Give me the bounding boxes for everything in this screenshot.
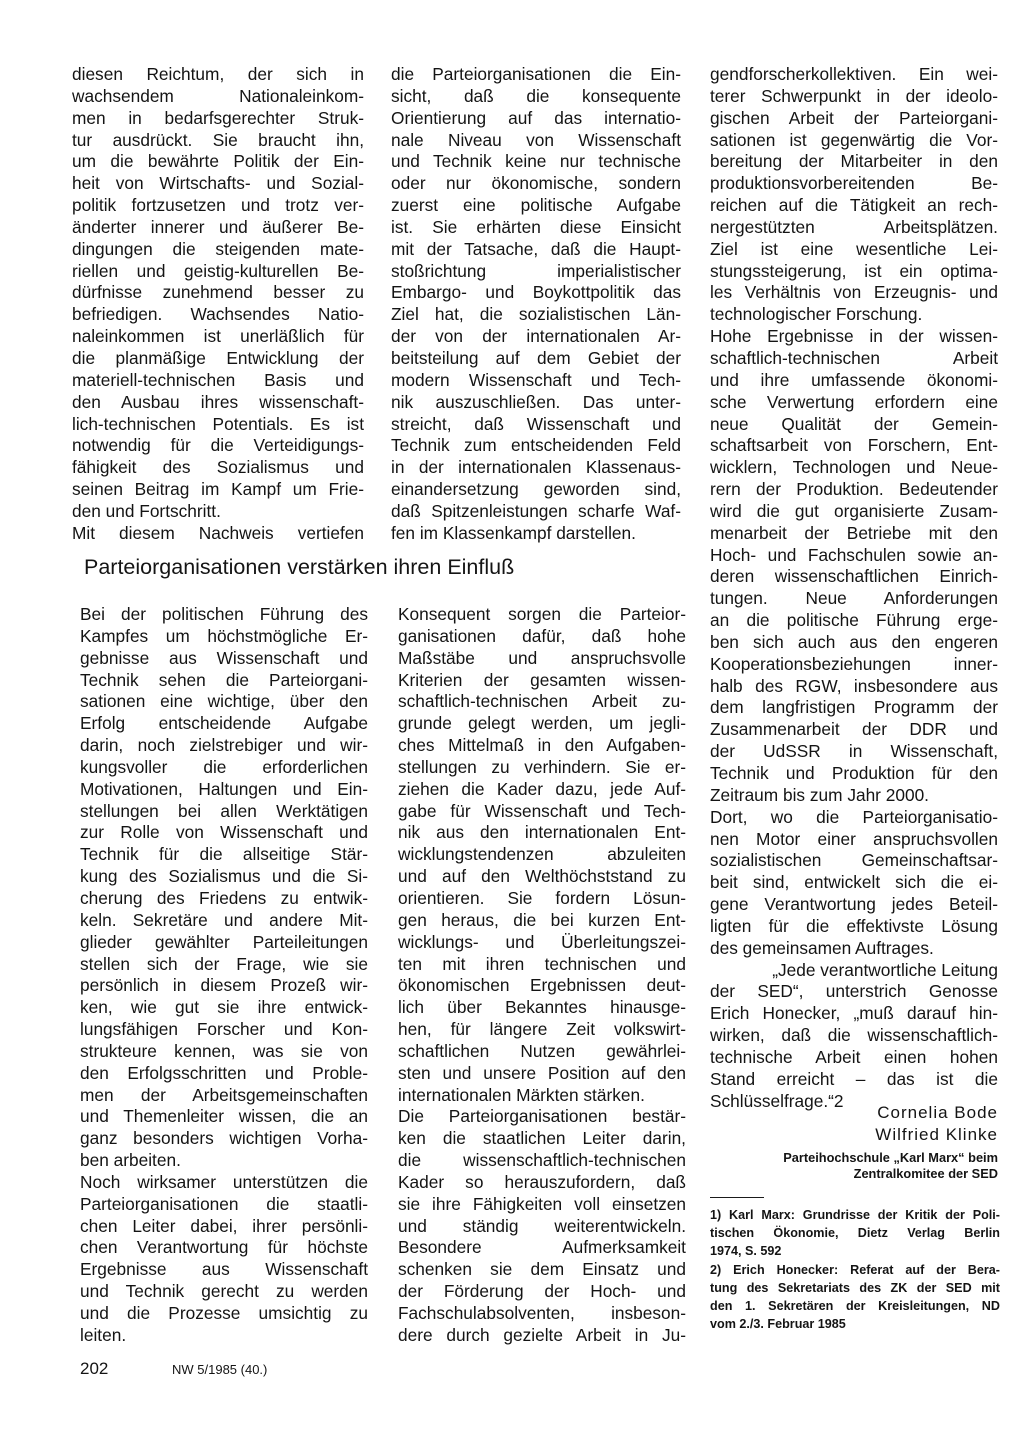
text-line: technische Arbeit einen hohen xyxy=(710,1046,998,1067)
text-line: halb des RGW, insbesondere aus xyxy=(710,675,998,696)
author-affiliation: Zentralkomitee der SED xyxy=(853,1166,998,1181)
text-line: fen im Klassenkampf darstellen. xyxy=(391,522,636,543)
issue-reference: NW 5/1985 (40.) xyxy=(172,1362,268,1377)
text-line: wachsendem Nationaleinkom- xyxy=(72,85,364,106)
column-2-bottom xyxy=(398,604,686,1347)
text-line: Noch wirksamer unterstützen die xyxy=(80,1171,368,1192)
text-line: Dort, wo die Parteiorganisatio- xyxy=(710,806,998,827)
text-line: stellungen bei allen Werktätigen xyxy=(80,800,368,821)
text-line: wirken, daß die wissenschaftlich- xyxy=(710,1025,998,1046)
text-line: lungsfähigen Forscher und Kon- xyxy=(80,1019,368,1040)
text-line: seinen Beitrag im Kampf um Frie- xyxy=(72,479,364,500)
text-line: der SED“, unterstrich Genosse xyxy=(710,981,998,1002)
text-line: sten und unsere Position auf den xyxy=(398,1062,686,1083)
text-line: in der internationalen Klassenaus- xyxy=(391,457,681,478)
column-1-bottom xyxy=(80,604,368,1347)
text-line: und ständig weiterentwickeln. xyxy=(398,1215,686,1236)
text-line: ken, wie gut sie ihre entwick- xyxy=(80,997,368,1018)
signature-block xyxy=(710,1100,998,1190)
page-number: 202 xyxy=(80,1359,109,1378)
text-line: sozialistischen Gemeinschaftsar- xyxy=(710,850,998,871)
text-line: Technik zum entscheidenden Feld xyxy=(391,435,681,456)
text-line: und Themenleiter wissen, die an xyxy=(80,1106,368,1127)
text-line: ganz besonders wichtigen Vorha- xyxy=(80,1128,368,1149)
text-line: nik auszuschließen. Das unter- xyxy=(391,391,681,412)
text-line: leiten. xyxy=(80,1324,127,1345)
author-name: Wilfried Klinke xyxy=(875,1125,998,1144)
text-line: gendforscherkollektiven. Ein wei- xyxy=(710,64,998,84)
text-line: cherung des Friedens zu entwik- xyxy=(80,887,368,908)
text-line: befriedigen. Wachsendes Natio- xyxy=(72,304,364,325)
text-line: gebnisse aus Wissenschaft und xyxy=(80,647,368,668)
text-line: und Technik keine nur technische xyxy=(391,151,681,172)
text-line: terer Schwerpunkt in der ideolo- xyxy=(710,85,998,106)
text-line: ligten für die effektivste Lösung xyxy=(710,915,998,936)
text-line: stellen sich der Frage, wie sie xyxy=(80,953,368,974)
text-line: sationen eine wichtige, über den xyxy=(80,691,368,712)
text-line: tungen. Neue Anforderungen xyxy=(710,588,998,609)
text-line: der von der internationalen Ar- xyxy=(391,326,681,347)
column-1-top xyxy=(72,64,364,545)
text-line: den Ausbau ihres wissenschaft- xyxy=(72,391,364,412)
text-line: den Erfolgsschritten und Proble- xyxy=(80,1062,368,1083)
text-line: Ziel ist eine wesentliche Lei- xyxy=(710,238,998,259)
footnote-line: tung des Sekretariats des ZK der SED mit xyxy=(710,1280,1000,1295)
text-line: naleinkommen ist unerläßlich für xyxy=(72,326,364,347)
text-line: persönlich in diesem Prozeß wir- xyxy=(80,975,368,996)
text-line: stellungen zu verhindern. Sie er- xyxy=(398,756,686,777)
text-line: Die Parteiorganisationen bestär- xyxy=(398,1106,686,1127)
footnote-line: den 1. Sekretären der Kreisleitungen, ND xyxy=(710,1299,1000,1314)
text-line: die planmäßige Entwicklung der xyxy=(72,347,364,368)
text-line: zur Rolle von Wissenschaft und xyxy=(80,822,368,843)
text-line: daß Spitzenleistungen scharfe Waf- xyxy=(391,500,681,521)
text-line: ganisationen dafür, daß hohe xyxy=(398,625,686,646)
text-line: hen, für längere Zeit volkswirt- xyxy=(398,1019,686,1040)
text-line: wicklungs- und Überleitungszei- xyxy=(398,931,686,952)
text-line: ökonomischen Ergebnissen deut- xyxy=(398,975,686,996)
text-line: glieder gewählter Parteileitungen xyxy=(80,931,368,952)
text-line: änderter innerer und äußerer Be- xyxy=(72,216,364,237)
text-line: Stand erreicht – das ist die xyxy=(710,1068,998,1089)
text-line: einandersetzung geworden sind, xyxy=(391,479,681,500)
text-line: ches Mittelmaß in den Aufgaben- xyxy=(398,735,686,756)
text-line: sationen ist gegenwärtig die Vor- xyxy=(710,129,998,150)
text-line: internationalen Märkten stärken. xyxy=(398,1084,645,1105)
text-line: beitsteilung auf dem Gebiet der xyxy=(391,347,681,368)
text-line: Technik für die allseitige Stär- xyxy=(80,844,368,865)
text-line: sicht, daß die konsequente xyxy=(391,85,681,106)
text-line: reichen auf die Tätigkeit an rech- xyxy=(710,195,998,216)
text-line: gene Verantwortung jedes Beteil- xyxy=(710,894,998,915)
text-line: nergestützten Arbeitsplätzen. xyxy=(710,216,998,237)
text-line: chen Leiter dabei, ihrer persönli- xyxy=(80,1215,368,1236)
text-line: chen Verantwortung für höchste xyxy=(80,1237,368,1258)
text-line: darin, noch zielstrebiger und wir- xyxy=(80,735,368,756)
text-line: materiell-technischen Basis und xyxy=(72,369,364,390)
text-line: dere durch gezielte Arbeit in Ju- xyxy=(398,1324,686,1345)
text-line: ben arbeiten. xyxy=(80,1150,181,1171)
text-line: und ihre umfassende ökonomi- xyxy=(710,369,998,390)
text-line: notwendig für die Verteidigungs- xyxy=(72,435,364,456)
text-line: ten mit ihren technischen und xyxy=(398,953,686,974)
text-line: dingungen die steigenden mate- xyxy=(72,238,364,259)
text-line: stoßrichtung imperialistischer xyxy=(391,260,681,281)
footnote-separator xyxy=(710,1197,764,1198)
text-line: und auf den Welthöchststand zu xyxy=(398,866,686,887)
text-line: Zusammenarbeit der DDR und xyxy=(710,719,998,740)
text-line: fähigkeit des Sozialismus und xyxy=(72,457,364,478)
footnote-line: tischen Ökonomie, Dietz Verlag Berlin xyxy=(710,1226,1000,1241)
text-line: der Förderung der Hoch- und xyxy=(398,1281,686,1302)
text-line: dem langfristigen Programm der xyxy=(710,697,998,718)
text-line: Bei der politischen Führung des xyxy=(80,604,368,624)
text-line: Technik und Produktion für den xyxy=(710,763,998,783)
text-line: sche Verwertung erfordern eine xyxy=(710,391,998,412)
text-line: tur ausdrückt. Sie braucht ihn, xyxy=(72,129,364,150)
text-line: ziehen die Kader dazu, jede Auf- xyxy=(398,778,686,799)
text-line: Kampfes um höchstmögliche Er- xyxy=(80,625,368,646)
text-line: und die Prozesse umsichtig zu xyxy=(80,1303,368,1323)
text-line: Zeitraum bis zum Jahr 2000. xyxy=(710,784,929,805)
text-line: Kader so herauszufordern, daß xyxy=(398,1171,686,1192)
text-line: Mit diesem Nachweis vertiefen xyxy=(72,522,364,543)
text-line: heit von Wirtschafts- und Sozial- xyxy=(72,173,364,194)
text-line: lich über Bekanntes hinausge- xyxy=(398,997,686,1018)
text-line: die wissenschaftlich-technischen xyxy=(398,1150,686,1171)
text-line: um die bewährte Politik der Ein- xyxy=(72,151,364,172)
text-line: nik aus den internationalen Ent- xyxy=(398,822,686,843)
text-line: produktionsvorbereitenden Be- xyxy=(710,173,998,194)
text-line: wicklern, Technologen und Neue- xyxy=(710,457,998,478)
text-line: und Technik gerecht zu werden xyxy=(80,1281,368,1302)
text-line: wicklungstendenzen abzuleiten xyxy=(398,844,686,865)
text-line: grunde gelegt werden, um jegli- xyxy=(398,713,686,734)
text-line: neue Qualität der Gemein- xyxy=(710,413,998,434)
text-line: Technik sehen die Parteiorgani- xyxy=(80,669,368,690)
text-line: oder nur ökonomische, sondern xyxy=(391,173,681,194)
text-line: schaftlichen Nutzen gewährlei- xyxy=(398,1040,686,1061)
author-name: Cornelia Bode xyxy=(877,1103,998,1122)
author-affiliation: Parteihochschule „Karl Marx“ beim xyxy=(783,1150,998,1165)
text-line: Ziel hat, die sozialistischen Län- xyxy=(391,304,681,325)
text-line: kungsvoller die erforderlichen xyxy=(80,756,368,777)
text-line: diesen Reichtum, der sich in xyxy=(72,64,364,84)
text-line: deren wissenschaftlichen Einrich- xyxy=(710,566,998,587)
footnote-line: 2) Erich Honecker: Referat auf der Bera- xyxy=(710,1262,1000,1277)
text-line: nale Niveau von Wissenschaft xyxy=(391,129,681,150)
text-line: streicht, daß Wissenschaft und xyxy=(391,413,681,434)
text-line: stungssteigerung, ist ein optima- xyxy=(710,260,998,281)
text-line: keln. Sekretäre und andere Mit- xyxy=(80,909,368,930)
text-line: des gemeinsamen Auftrages. xyxy=(710,937,934,958)
text-line: bereitung der Mitarbeiter in den xyxy=(710,151,998,172)
text-line: gen heraus, die bei kurzen Ent- xyxy=(398,909,686,930)
text-line: beit sind, entwickelt sich die ei- xyxy=(710,872,998,893)
text-line: men in bedarfsgerechter Struk- xyxy=(72,107,364,128)
text-line: Hohe Ergebnisse in der wissen- xyxy=(710,326,998,347)
text-line: Konsequent sorgen die Parteior- xyxy=(398,604,686,624)
text-line: les Verhältnis von Erzeugnis- und xyxy=(710,282,998,303)
text-line: mit der Tatsache, daß die Haupt- xyxy=(391,238,681,259)
text-line: Hoch- und Fachschulen sowie an- xyxy=(710,544,998,565)
text-line: Maßstäbe und anspruchsvolle xyxy=(398,647,686,668)
text-line: Embargo- und Boykottpolitik das xyxy=(391,282,681,303)
text-line: Ergebnisse aus Wissenschaft xyxy=(80,1259,368,1280)
text-line: der UdSSR in Wissenschaft, xyxy=(710,741,998,762)
text-line: schaftlich-technischen Arbeit zu- xyxy=(398,691,686,712)
text-line: schaftsarbeit von Forschern, Ent- xyxy=(710,435,998,456)
column-3 xyxy=(710,64,998,1113)
text-line: Erich Honecker, „muß darauf hin- xyxy=(710,1003,998,1024)
text-line: men der Arbeitsgemeinschaften xyxy=(80,1084,368,1105)
text-line: Besondere Aufmerksamkeit xyxy=(398,1237,686,1258)
text-line: Erfolg entscheidende Aufgabe xyxy=(80,713,368,734)
text-line: gabe für Wissenschaft und Tech- xyxy=(398,800,686,821)
text-line: nen Motor einer anspruchsvollen xyxy=(710,828,998,849)
text-line: strukteure kennen, was sie von xyxy=(80,1040,368,1061)
footnotes xyxy=(710,1206,1000,1333)
text-line: Parteiorganisationen die staatli- xyxy=(80,1193,368,1214)
text-line: riellen und geistig-kulturellen Be- xyxy=(72,260,364,281)
text-line: schaftlich-technischen Arbeit xyxy=(710,347,998,368)
text-line: technologischer Forschung. xyxy=(710,304,923,325)
text-line: politik fortzusetzen und trotz ver- xyxy=(72,195,364,216)
footnote-line: vom 2./3. Februar 1985 xyxy=(710,1317,846,1332)
text-line: Motivationen, Haltungen und Ein- xyxy=(80,778,368,799)
footnote-line: 1) Karl Marx: Grundrisse der Kritik der Poli- xyxy=(710,1208,1000,1222)
text-line: zuerst eine politische Aufgabe xyxy=(391,195,681,216)
text-line: kung des Sozialismus und die Si- xyxy=(80,866,368,887)
text-line: wird die gut organisierte Zusam- xyxy=(710,500,998,521)
text-line: sie ihre Fähigkeiten voll einsetzen xyxy=(398,1193,686,1214)
text-line: an die politische Führung erge- xyxy=(710,610,998,631)
footnote-line: 1974, S. 592 xyxy=(710,1244,782,1259)
column-2-top xyxy=(391,64,681,545)
text-line: schenken sie dem Einsatz und xyxy=(398,1259,686,1280)
section-heading: Parteiorganisationen verstärken ihren Einfluß xyxy=(84,555,515,579)
text-line: gischen Arbeit der Parteiorgani- xyxy=(710,107,998,128)
text-line: die Parteiorganisationen die Ein- xyxy=(391,64,681,84)
text-line: den und Fortschritt. xyxy=(72,500,221,521)
text-line: rern der Produktion. Bedeutender xyxy=(710,479,998,500)
text-line: ben sich auch aus den engeren xyxy=(710,631,998,652)
text-line: Kriterien der gesamten wissen- xyxy=(398,669,686,690)
text-line: ist. Sie erhärten diese Einsicht xyxy=(391,216,681,237)
text-line: Fachschulabsolventen, insbeson- xyxy=(398,1303,686,1323)
text-line: „Jede verantwortliche Leitung xyxy=(772,959,998,980)
text-line: modern Wissenschaft und Tech- xyxy=(391,369,681,390)
text-line: ken die staatlichen Leiter darin, xyxy=(398,1128,686,1149)
text-line: dürfnisse zunehmend besser zu xyxy=(72,282,364,303)
text-line: Schlüsselfrage.“2 xyxy=(710,1090,844,1111)
text-line: Kooperationsbeziehungen inner- xyxy=(710,653,998,674)
text-line: Orientierung auf das internatio- xyxy=(391,107,681,128)
text-line: lich-technischen Potentials. Es ist xyxy=(72,413,364,434)
text-line: orientieren. Sie fordern Lösun- xyxy=(398,887,686,908)
text-line: menarbeit der Betriebe mit den xyxy=(710,522,998,543)
